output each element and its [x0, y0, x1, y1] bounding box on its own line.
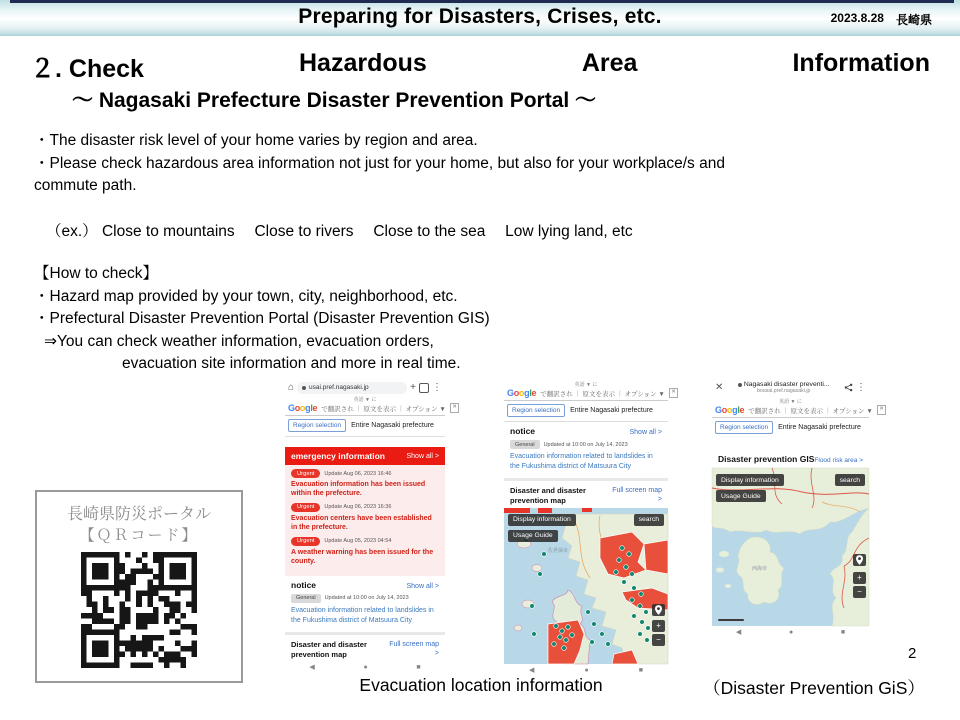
full-screen-map-link[interactable]: Full screen map >	[389, 640, 439, 657]
display-information-button[interactable]: Display information	[508, 514, 576, 526]
browser-bar	[712, 378, 869, 398]
region-row	[285, 416, 445, 437]
update-time: Update Aug 05, 2023 04:54	[324, 538, 392, 545]
divider: |	[784, 406, 787, 414]
usage-guide-button[interactable]: Usage Guide	[508, 530, 558, 542]
caption-gis: （Disaster Prevention GiS）	[703, 678, 925, 698]
zoom-in-button[interactable]: +	[652, 620, 665, 632]
how-to-check-item: ・Hazard map provided by your town, city, neighborhood, etc.	[34, 287, 458, 305]
divider: |	[826, 406, 829, 414]
android-nav-bar	[285, 661, 445, 674]
nav-home-icon[interactable]: ●	[363, 664, 368, 672]
notice-section	[285, 576, 445, 628]
heading-word: Area	[581, 49, 638, 77]
translated-label: で翻訳され	[540, 390, 573, 398]
translate-language[interactable]: 英語 ▼ に	[779, 399, 802, 405]
search-button[interactable]: search	[835, 474, 865, 486]
nav-recent-icon[interactable]: ■	[638, 666, 643, 674]
region-selection-button[interactable]: Region selection	[507, 404, 565, 417]
notice-time: Updated at 10:00 on July 14, 2023	[543, 441, 628, 448]
section-subheading: ～ Nagasaki Prefecture Disaster Prevention Portal ～	[72, 89, 597, 112]
translate-options-button[interactable]: オプション ▼	[405, 405, 446, 413]
emergency-title: emergency information	[291, 451, 385, 461]
my-location-button[interactable]	[652, 604, 665, 616]
region-selection-button[interactable]: Region selection	[288, 419, 346, 432]
zoom-in-button[interactable]: +	[853, 572, 866, 584]
nav-home-icon[interactable]: ●	[788, 629, 794, 636]
update-time: Update Aug 06, 2023 16:36	[324, 504, 392, 511]
urgent-badge: Urgent	[291, 537, 320, 546]
google-logo: Google	[507, 388, 537, 398]
zoom-out-button[interactable]: −	[853, 586, 866, 598]
url-bar[interactable]	[297, 382, 407, 394]
example-line: （ex.） Close to mountains Close to rivers Close to the sea Low lying land, etc	[46, 223, 633, 240]
nav-back-icon[interactable]: ◀	[309, 664, 315, 672]
browser-bar	[285, 379, 445, 396]
emergency-text: Evacuation centers have been established in the prefecture.	[291, 514, 432, 532]
intro-line: ・Please check hazardous area information not just for your home, but also for your workplace/s and	[34, 154, 725, 172]
translate-language[interactable]: 英語 ▼ に	[353, 397, 377, 403]
section-divider	[285, 632, 445, 635]
usage-guide-button[interactable]: Usage Guide	[716, 490, 766, 502]
gis-title: Disaster prevention GIS	[718, 454, 815, 464]
url-text: usai.pref.nagasaki.jp	[309, 384, 369, 391]
map-section-row	[285, 639, 445, 662]
page-title-block	[726, 381, 841, 395]
divider: |	[576, 389, 579, 397]
zoom-out-button[interactable]: −	[652, 634, 665, 646]
display-information-button[interactable]: Display information	[716, 474, 784, 486]
intro-line: ・The disaster risk level of your home varies by region and area.	[34, 132, 478, 149]
emergency-info-header	[285, 447, 445, 465]
divider: |	[618, 389, 621, 397]
google-logo: Google	[288, 403, 318, 413]
google-logo: Google	[715, 405, 745, 415]
map-section-row	[504, 485, 668, 508]
translate-language[interactable]: 英語 ▼ に	[574, 382, 598, 388]
notice-show-all-link[interactable]: Show all >	[629, 429, 662, 436]
close-tab-icon[interactable]: ✕	[715, 382, 724, 393]
google-translate-bar	[504, 381, 676, 401]
nav-home-icon[interactable]: ●	[584, 666, 589, 674]
map-place-label: 佐世保市	[548, 547, 569, 554]
new-tab-icon[interactable]: +	[410, 381, 416, 393]
intro-paragraph	[34, 130, 725, 198]
region-row	[712, 418, 869, 438]
slide-org: 長崎県	[895, 13, 932, 27]
page-url: bousai.pref.nagasaki.jp	[757, 387, 811, 394]
caption-evacuation-info: Evacuation location information	[359, 675, 603, 695]
how-to-check-item: ・Prefectural Disaster Prevention Portal (Disaster Prevention GIS)	[34, 310, 490, 327]
android-nav-bar	[712, 626, 869, 639]
map-section-title: Disaster and disaster prevention map	[510, 486, 586, 506]
section-heading	[30, 49, 930, 85]
notice-time: Updated at 10:00 on July 14, 2023	[324, 595, 409, 602]
emergency-show-all-link[interactable]: Show all >	[406, 452, 439, 460]
header-date-block	[831, 11, 932, 28]
map-place-label: 西海市	[752, 566, 768, 572]
slide-title: Preparing for Disasters, Crises, etc.	[298, 5, 662, 28]
urgent-badge: Urgent	[291, 469, 320, 478]
full-screen-map-link[interactable]: Full screen map >	[612, 487, 662, 504]
urgent-badge: Urgent	[291, 503, 320, 512]
page-number: 2	[908, 645, 917, 662]
translated-label: で翻訳され	[748, 407, 781, 415]
qr-code-panel	[35, 490, 243, 683]
divider: |	[399, 404, 402, 412]
emergency-text: Evacuation information has been issued within the prefecture.	[291, 481, 426, 498]
notice-section	[504, 422, 668, 474]
show-original-button[interactable]: 原文を表示	[790, 407, 823, 415]
general-badge: General	[291, 594, 321, 603]
how-to-check-title: 【How to check】	[34, 265, 159, 282]
section-divider	[504, 478, 668, 481]
region-value: Entire Nagasaki prefecture	[351, 422, 434, 429]
flood-risk-area-link[interactable]: Flood risk area >	[814, 457, 863, 464]
update-time: Update Aug 06, 2023 16:46	[324, 470, 392, 477]
emergency-info-list	[285, 465, 445, 576]
phone-screenshot-evacuation-map	[504, 381, 676, 674]
map-section-title: Disaster and disaster prevention map	[291, 639, 367, 659]
emergency-text: A weather warning has been issued for the county.	[291, 548, 434, 566]
nav-back-icon[interactable]: ◀	[529, 666, 535, 674]
nav-recent-icon[interactable]: ■	[840, 629, 846, 636]
emergency-item[interactable]	[291, 503, 439, 533]
region-value: Entire Nagasaki prefecture	[570, 407, 653, 414]
translate-options-button[interactable]: オプション ▼	[624, 390, 665, 398]
notice-link-text[interactable]: Evacuation information related to landslides in the Fukushima district of Matsuura City	[291, 606, 434, 624]
translate-options-button[interactable]: オプション ▼	[832, 407, 873, 415]
general-badge: General	[510, 440, 540, 449]
slide-date: 2023.8.28	[830, 11, 884, 25]
google-translate-bar	[285, 396, 457, 416]
heading-word: Information	[792, 49, 930, 77]
notice-link-text[interactable]: Evacuation information related to landslides in the Fukushima district of Matsuura City	[510, 453, 653, 471]
nav-back-icon[interactable]: ◀	[735, 629, 742, 636]
close-translate-icon[interactable]: ✕	[669, 388, 679, 397]
emergency-item[interactable]	[291, 537, 439, 567]
browser-menu-icon[interactable]: ⋮	[432, 381, 442, 393]
how-to-check-arrow-line: ⇒You can check weather information, evacuation orders,	[44, 332, 434, 350]
map-scale-bar	[718, 619, 744, 622]
header-top-rule	[10, 0, 954, 3]
google-translate-bar	[712, 398, 884, 418]
emergency-item[interactable]	[291, 469, 439, 499]
notice-show-all-link[interactable]: Show all >	[406, 582, 439, 590]
share-icon[interactable]	[844, 379, 853, 397]
search-button[interactable]: search	[634, 514, 664, 526]
tab-switcher-icon[interactable]	[419, 383, 429, 393]
close-translate-icon[interactable]: ✕	[877, 405, 887, 414]
home-icon[interactable]: ⌂	[288, 381, 295, 393]
nav-recent-icon[interactable]: ■	[416, 664, 421, 672]
phone-screenshot-gis	[712, 378, 884, 668]
region-value: Entire Nagasaki prefecture	[778, 424, 861, 431]
qr-code-image	[81, 552, 197, 668]
gis-map[interactable]	[712, 468, 869, 626]
close-translate-icon[interactable]: ✕	[450, 403, 460, 412]
notice-title: notice	[291, 579, 317, 590]
spacer	[285, 437, 445, 447]
region-selection-button[interactable]: Region selection	[715, 421, 773, 434]
my-location-button[interactable]	[853, 554, 866, 566]
show-original-button[interactable]: 原文を表示	[582, 390, 615, 398]
phone-screenshot-portal-top	[285, 379, 457, 672]
show-original-button[interactable]: 原文を表示	[363, 405, 396, 413]
lock-icon	[738, 383, 742, 387]
page-title: Nagasaki disaster preventi...	[743, 381, 830, 389]
translated-label: で翻訳され	[321, 405, 354, 413]
browser-menu-icon[interactable]: ⋮	[856, 382, 866, 393]
gis-section-row	[712, 454, 869, 468]
spacer	[712, 438, 869, 454]
qr-panel-subtitle: 【ＱＲコード】	[79, 527, 199, 544]
qr-panel-title: 長崎県防災ポータル	[66, 506, 211, 523]
evacuation-map[interactable]	[504, 508, 668, 664]
lock-icon	[302, 386, 306, 390]
how-to-check-block	[34, 263, 490, 376]
how-to-check-arrow-line: evacuation site information and more in real time.	[122, 355, 461, 372]
region-row	[504, 401, 668, 422]
heading-word: Hazardous	[298, 49, 427, 77]
heading-word: ２. Check	[30, 55, 144, 83]
intro-line: commute path.	[34, 177, 137, 194]
divider: |	[357, 404, 360, 412]
notice-title: notice	[510, 426, 536, 436]
